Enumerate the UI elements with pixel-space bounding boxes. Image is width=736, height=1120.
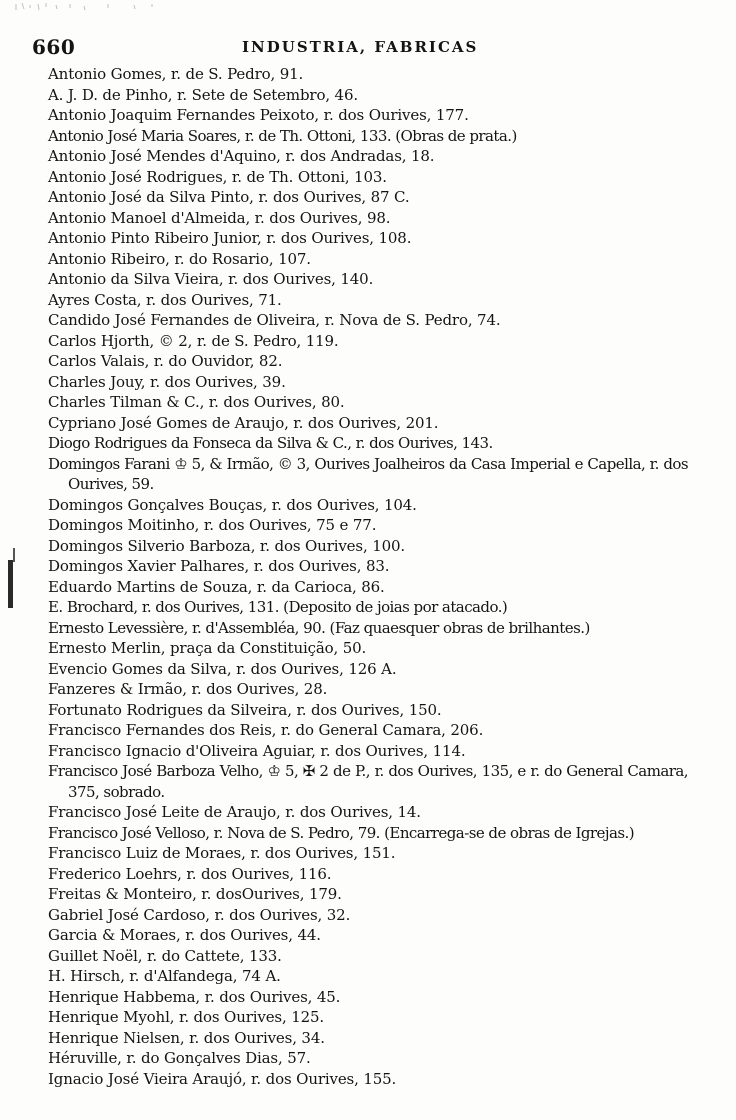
list-item: Domingos Xavier Palhares, r. dos Ourives, 83. (48, 557, 390, 575)
list-item: Cypriano José Gomes de Araujo, r. dos Ourives, 201. (48, 413, 439, 432)
list-item: Fortunato Rodrigues da Silveira, r. dos Ourives, 150. (48, 700, 442, 719)
running-head: INDUSTRIA, FABRICAS (242, 38, 479, 56)
list-item: Henrique Nielsen, r. dos Ourives, 34. (48, 1028, 325, 1047)
print-bleed-marks (12, 2, 162, 12)
list-item: Francisco Ignacio d'Oliveira Aguiar, r. dos Ourives, 114. (48, 741, 466, 760)
list-item: Antonio Joaquim Fernandes Peixoto, r. dos Ourives, 177. (48, 106, 469, 124)
list-item: Francisco José Barboza Velho, ♔ 5, ✠ 2 de P., r. dos Ourives, 135, e r. do General Camara, 375, sobrado. (48, 762, 688, 801)
margin-ink-mark (13, 548, 15, 562)
list-item: Frederico Loehrs, r. dos Ourives, 116. (48, 864, 332, 883)
list-item: Ernesto Levessière, r. d'Assembléa, 90. (Faz quaesquer obras de brilhantes.) (48, 618, 590, 637)
list-item: Antonio José Rodrigues, r. de Th. Ottoni, 103. (48, 167, 387, 186)
list-item: Héruville, r. do Gonçalves Dias, 57. (48, 1049, 311, 1067)
page-number: 660 (32, 35, 76, 59)
list-item: Ernesto Merlin, praça da Constituição, 50. (48, 639, 367, 657)
list-item: Ignacio José Vieira Araujó, r. dos Ourives, 155. (48, 1069, 397, 1088)
list-item: Eduardo Martins de Souza, r. da Carioca, 86. (48, 577, 385, 596)
list-item: A. J. D. de Pinho, r. Sete de Setembro, 46. (48, 85, 358, 104)
list-item: Antonio Manoel d'Almeida, r. dos Ourives, 98. (48, 208, 391, 227)
list-item: Francisco José Velloso, r. Nova de S. Pedro, 79. (Encarrega-se de obras de Igrejas.) (48, 823, 635, 842)
list-item: Domingos Gonçalves Bouças, r. dos Ourives, 104. (48, 495, 417, 514)
list-item: Gabriel José Cardoso, r. dos Ourives, 32. (48, 905, 351, 924)
list-item: Francisco Fernandes dos Reis, r. do General Camara, 206. (48, 721, 484, 739)
list-item: Antonio Ribeiro, r. do Rosario, 107. (48, 249, 311, 268)
list-item: Carlos Hjorth, © 2, r. de S. Pedro, 119. (48, 331, 339, 350)
list-item: Antonio da Silva Vieira, r. dos Ourives, 140. (48, 270, 374, 288)
list-item: E. Brochard, r. dos Ourives, 131. (Deposito de joias por atacado.) (48, 598, 508, 616)
list-item: Diogo Rodrigues da Fonseca da Silva & C., r. dos Ourives, 143. (48, 434, 493, 452)
list-item: Francisco Luiz de Moraes, r. dos Ourives, 151. (48, 844, 396, 862)
list-item: Charles Jouy, r. dos Ourives, 39. (48, 372, 286, 391)
list-item: Antonio José Mendes d'Aquino, r. dos Andradas, 18. (48, 147, 435, 165)
list-item: Francisco José Leite de Araujo, r. dos Ourives, 14. (48, 803, 421, 821)
list-item: Fanzeres & Irmão, r. dos Ourives, 28. (48, 680, 328, 698)
list-item: Ayres Costa, r. dos Ourives, 71. (48, 290, 282, 309)
list-item: Antonio José Maria Soares, r. de Th. Ottoni, 133. (Obras de prata.) (48, 126, 517, 145)
list-item: Domingos Moitinho, r. dos Ourives, 75 e 77. (48, 516, 377, 534)
list-item: Henrique Myohl, r. dos Ourives, 125. (48, 1008, 325, 1026)
list-item: Carlos Valais, r. do Ouvidor, 82. (48, 352, 283, 370)
list-item: Antonio José da Silva Pinto, r. dos Ourives, 87 C. (48, 188, 410, 206)
list-item: Evencio Gomes da Silva, r. dos Ourives, 126 A. (48, 659, 397, 678)
list-item: Antonio Pinto Ribeiro Junior, r. dos Ourives, 108. (48, 229, 412, 247)
list-item: Charles Tilman & C., r. dos Ourives, 80. (48, 393, 345, 411)
directory-entries (48, 64, 688, 1089)
list-item: H. Hirsch, r. d'Alfandega, 74 A. (48, 967, 281, 985)
list-item: Garcia & Moraes, r. dos Ourives, 44. (48, 926, 321, 944)
list-item: Candido José Fernandes de Oliveira, r. Nova de S. Pedro, 74. (48, 311, 501, 329)
list-item: Guillet Noël, r. do Cattete, 133. (48, 946, 282, 965)
list-item: Freitas & Monteiro, r. dosOurives, 179. (48, 885, 342, 903)
page-header (32, 35, 502, 59)
list-item: Henrique Habbema, r. dos Ourives, 45. (48, 987, 341, 1006)
margin-binding-mark (8, 560, 13, 608)
list-item: Domingos Silverio Barboza, r. dos Ourives, 100. (48, 536, 405, 555)
list-item: Antonio Gomes, r. de S. Pedro, 91. (48, 65, 304, 83)
list-item: Domingos Farani ♔ 5, & Irmão, © 3, Ourives Joalheiros da Casa Imperial e Capella, r. dos Ourives, 59. (48, 454, 688, 493)
